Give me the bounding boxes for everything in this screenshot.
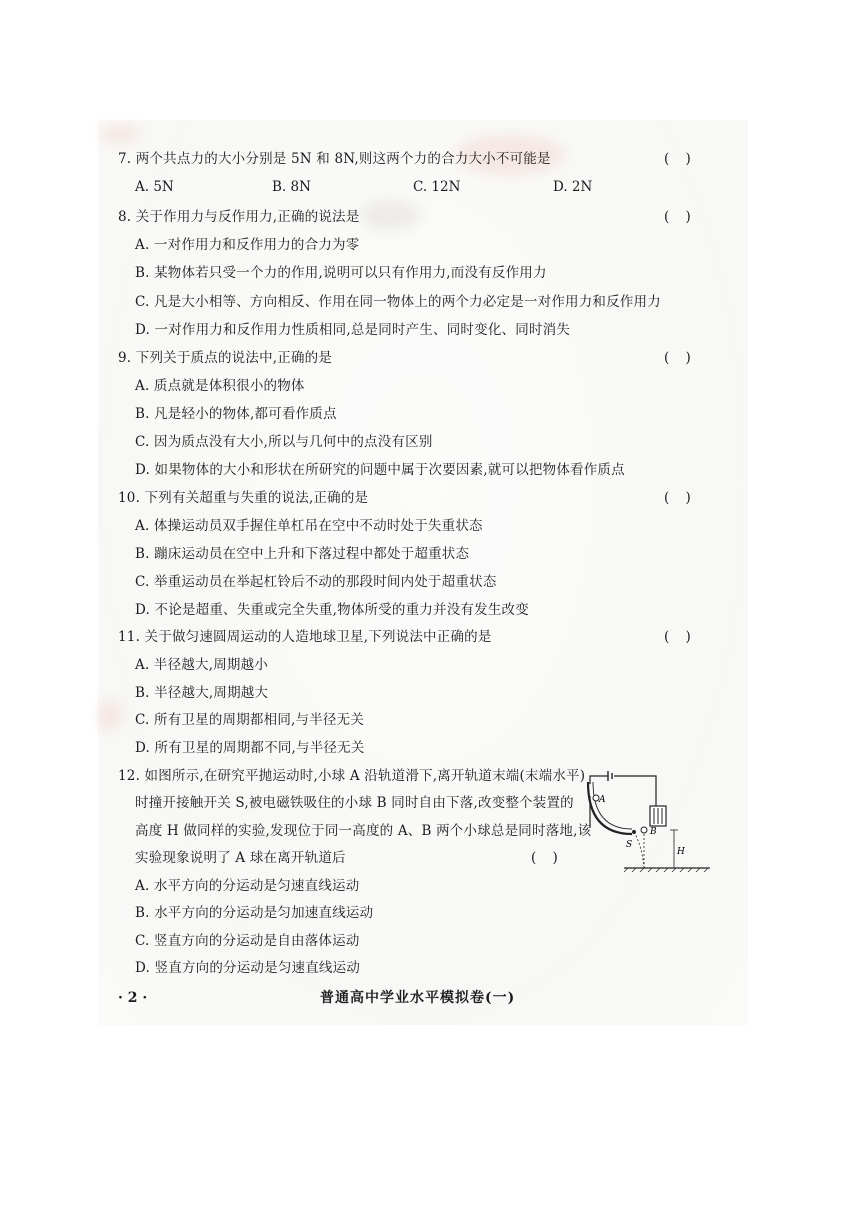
question-11-answer-paren: ( ): [664, 629, 697, 645]
question-7-answer-paren: ( ): [664, 151, 697, 167]
projectile-apparatus-figure: [578, 768, 712, 874]
question-8-option-a: A. 一对作用力和反作用力的合力为零: [135, 237, 360, 253]
question-10-option-a: A. 体操运动员双手握住单杠吊在空中不动时处于失重状态: [135, 518, 483, 534]
question-12-stem-line-2: 时撞开接触开关 S,被电磁铁吸住的小球 B 同时自由下落,改变整个装置的: [135, 795, 574, 811]
question-7-option-b: B. 8N: [272, 179, 311, 195]
ball-b: [641, 827, 647, 833]
scan-smudge: [360, 200, 420, 230]
footer-title: 普通高中学业水平模拟卷(一): [320, 990, 516, 1006]
trajectory-a: [634, 832, 644, 868]
question-12-stem-line-1: 12. 如图所示,在研究平抛运动时,小球 A 沿轨道滑下,离开轨道末端(末端水平): [118, 768, 586, 784]
question-11-option-b: B. 半径越大,周期越大: [135, 685, 269, 701]
question-10-option-c: C. 举重运动员在举起杠铃后不动的那段时间内处于超重状态: [135, 574, 497, 590]
page-number: · 2 ·: [118, 990, 148, 1006]
question-11-option-c: C. 所有卫星的周期都相同,与半径无关: [135, 712, 365, 728]
question-12-option-c: C. 竖直方向的分运动是自由落体运动: [135, 933, 360, 949]
question-12-option-b: B. 水平方向的分运动是匀加速直线运动: [135, 905, 374, 921]
question-8-answer-paren: ( ): [664, 209, 697, 225]
curved-track: [588, 782, 632, 834]
question-11-option-d: D. 所有卫星的周期都不同,与半径无关: [135, 740, 365, 756]
battery-icon: [608, 771, 612, 781]
question-7-option-d: D. 2N: [553, 179, 593, 195]
question-9-answer-paren: ( ): [664, 350, 697, 366]
question-10-option-b: B. 蹦床运动员在空中上升和下落过程中都处于超重状态: [135, 546, 470, 562]
ball-a-label: A: [599, 795, 606, 805]
question-10-option-d: D. 不论是超重、失重或完全失重,物体所受的重力并没有发生改变: [135, 602, 529, 618]
question-7-option-c: C. 12N: [413, 179, 461, 195]
question-12-option-d: D. 竖直方向的分运动是匀速直线运动: [135, 960, 361, 976]
question-7-option-a: A. 5N: [135, 179, 174, 195]
question-12-stem-line-3: 高度 H 做同样的实验,发现位于同一高度的 A、B 两个小球总是同时落地,该: [135, 823, 592, 839]
question-12-answer-paren: ( ): [531, 850, 564, 866]
question-9-option-c: C. 因为质点没有大小,所以与几何中的点没有区别: [135, 434, 433, 450]
question-11-option-a: A. 半径越大,周期越小: [135, 657, 269, 673]
scan-smudge: [100, 125, 140, 143]
question-10-answer-paren: ( ): [664, 490, 697, 506]
question-12-option-a: A. 水平方向的分运动是匀速直线运动: [135, 878, 360, 894]
question-8-stem: 8. 关于作用力与反作用力,正确的说法是: [118, 209, 360, 225]
question-8-option-b: B. 某物体若只受一个力的作用,说明可以只有作用力,而没有反作用力: [135, 265, 547, 281]
question-9-option-b: B. 凡是轻小的物体,都可看作质点: [135, 406, 337, 422]
question-8-option-d: D. 一对作用力和反作用力性质相同,总是同时产生、同时变化、同时消失: [135, 322, 571, 338]
switch-s-label: S: [626, 840, 633, 850]
question-9-stem: 9. 下列关于质点的说法中,正确的是: [118, 350, 333, 366]
height-label: H: [677, 847, 685, 857]
question-10-stem: 10. 下列有关超重与失重的说法,正确的是: [118, 490, 369, 506]
question-12-stem-line-4: 实验现象说明了 A 球在离开轨道后: [135, 850, 346, 866]
question-7-stem: 7. 两个共点力的大小分别是 5N 和 8N,则这两个力的合力大小不可能是: [118, 151, 551, 167]
ball-b-label: B: [650, 827, 657, 837]
question-9-option-a: A. 质点就是体积很小的物体: [135, 378, 305, 394]
question-9-option-d: D. 如果物体的大小和形状在所研究的问题中属于次要因素,就可以把物体看作质点: [135, 462, 625, 478]
question-11-stem: 11. 关于做匀速圆周运动的人造地球卫星,下列说法中正确的是: [118, 629, 492, 645]
question-8-option-c: C. 凡是大小相等、方向相反、作用在同一物体上的两个力必定是一对作用力和反作用力: [135, 294, 661, 310]
scan-smudge: [98, 700, 122, 730]
